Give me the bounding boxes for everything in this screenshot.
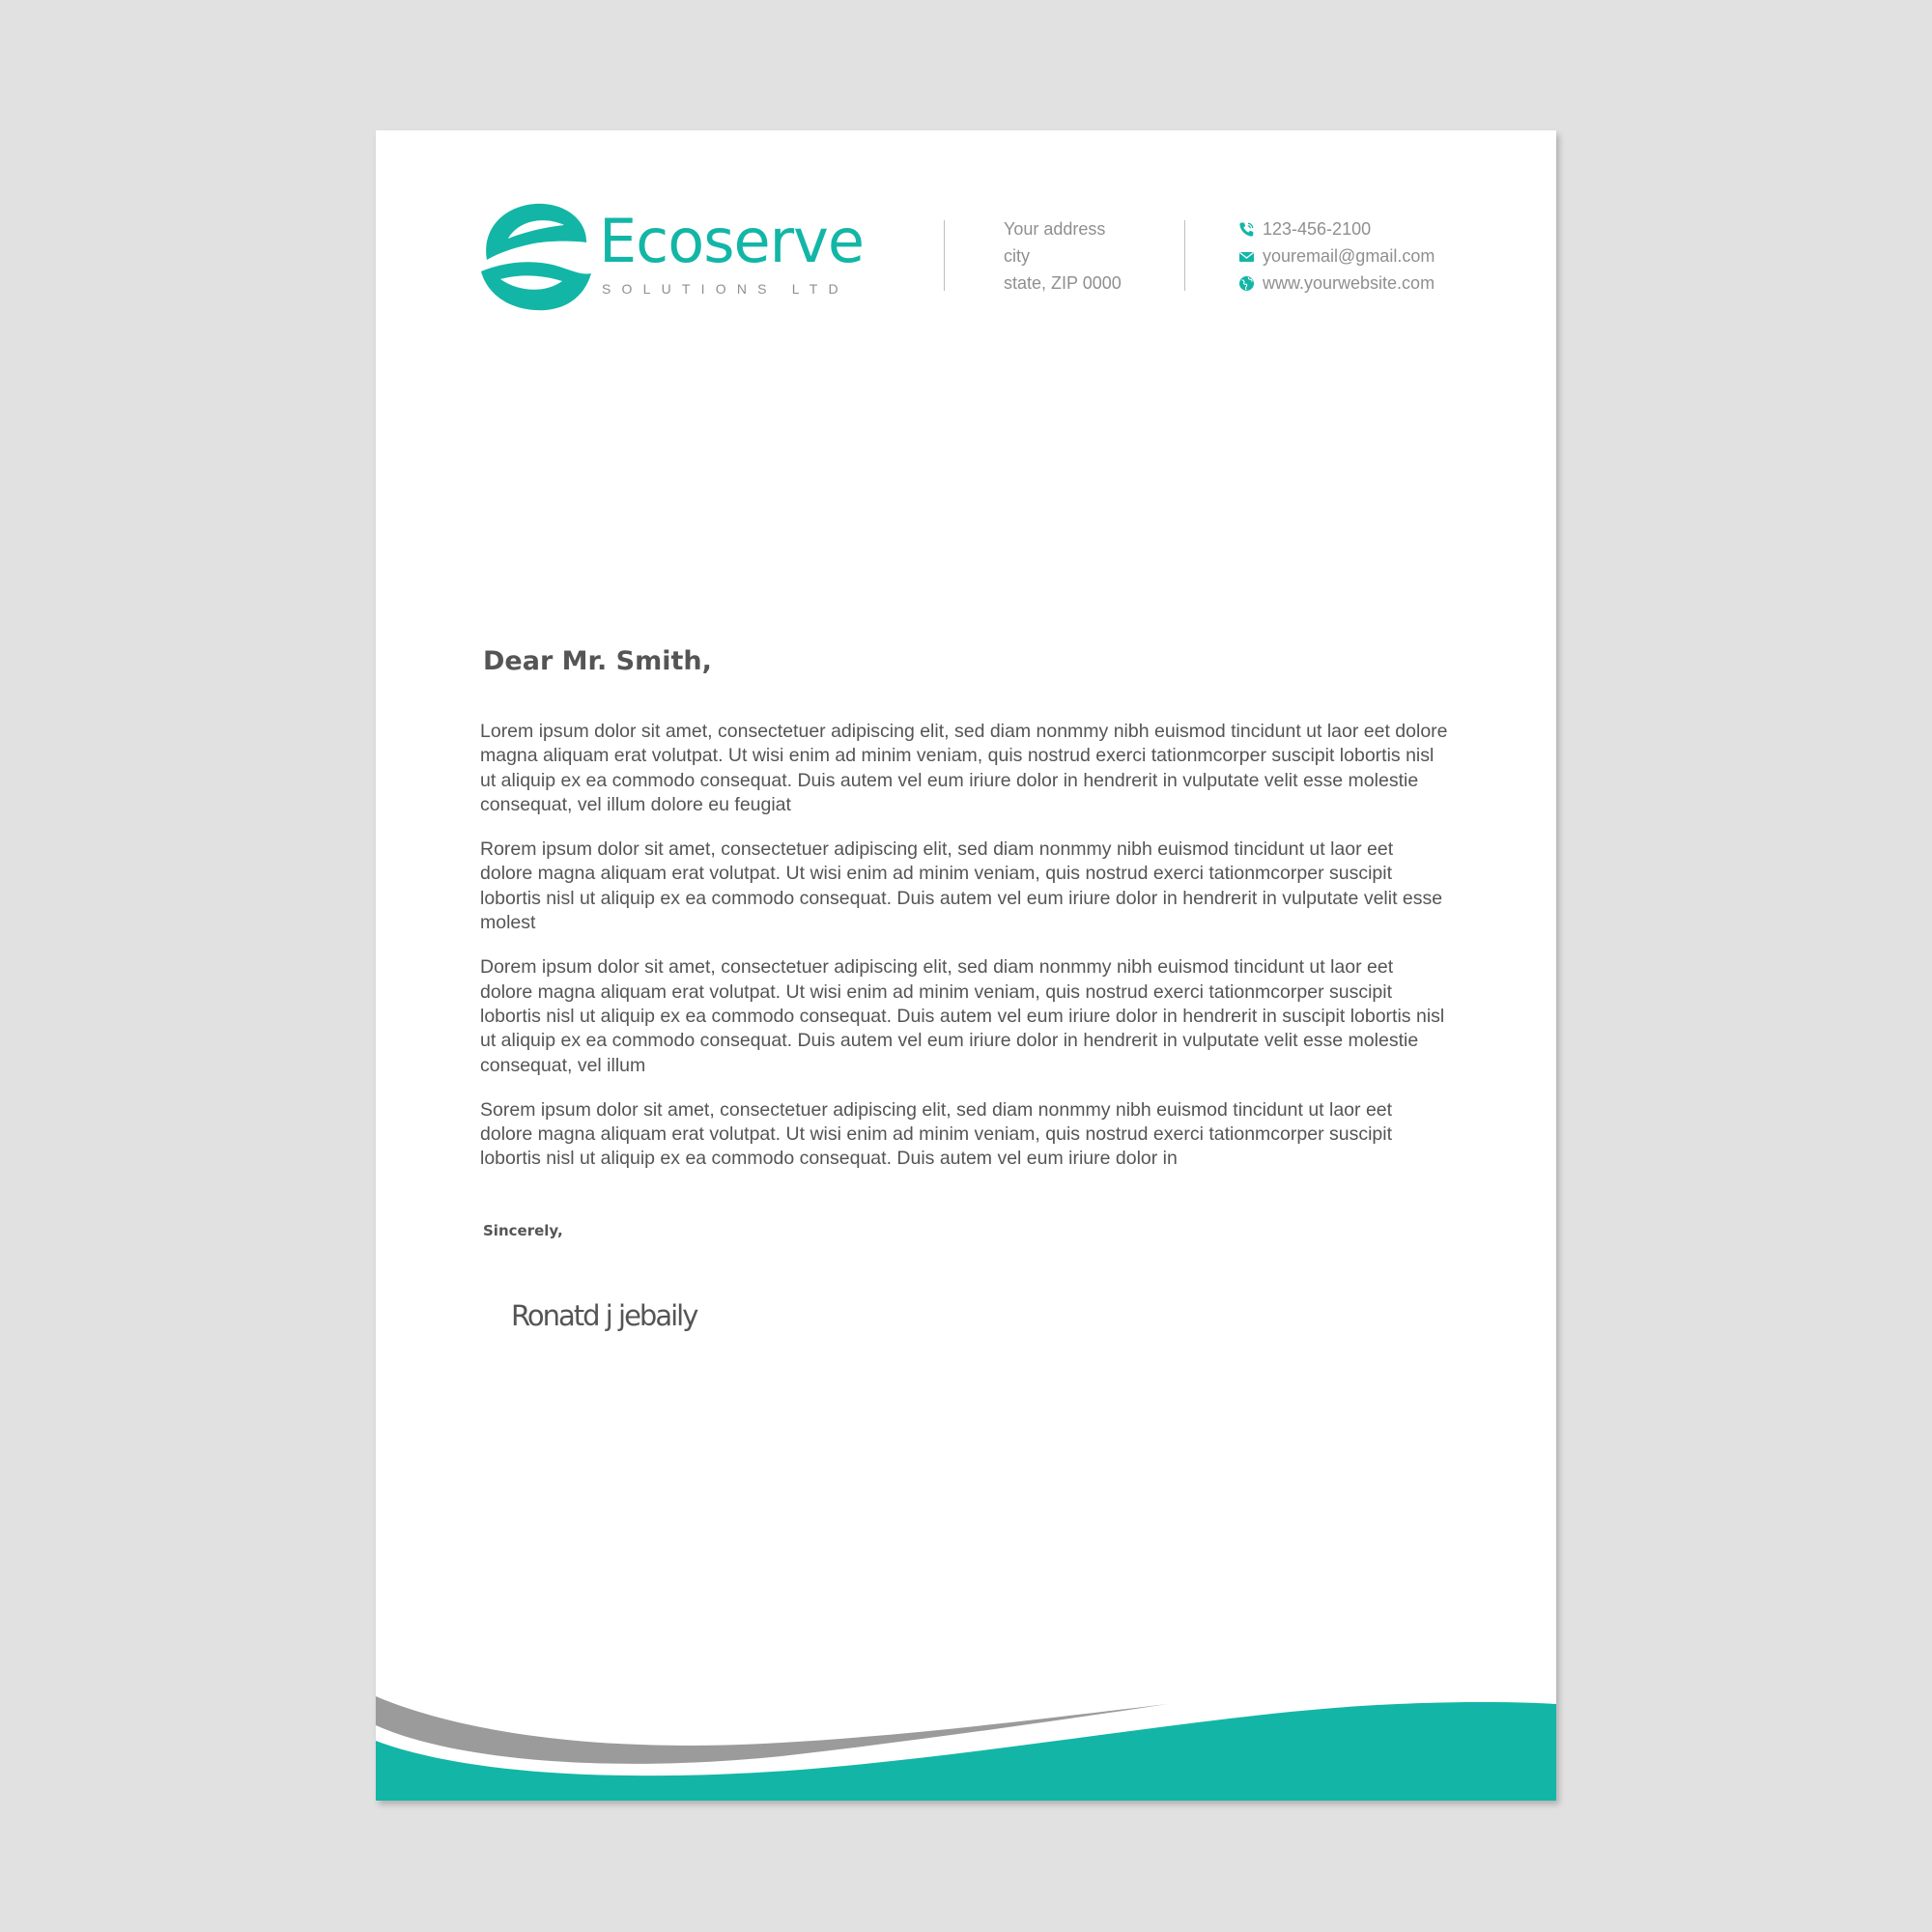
- globe-icon: [1238, 275, 1255, 292]
- company-subtitle: SOLUTIONS LTD: [602, 281, 849, 297]
- email-row: [1238, 242, 1435, 270]
- company-name: Ecoserve: [599, 206, 864, 276]
- body-paragraph: Lorem ipsum dolor sit amet, consectetuer adipiscing elit, sed diam nonmmy nibh euismod tincidunt ut laor eet dolore magna aliquam erat volutpat. Ut wisi enim ad minim veniam, quis nostrud exerci tationmcorper suscipit lobortis nisl ut aliquip ex ea commodo consequat. Duis autem vel eum iriure dolor in hendrerit in vulputate velit esse molestie consequat, vel illum dolore eu feugiat: [480, 721, 1448, 815]
- signature: Ronatd j jebaily: [511, 1299, 697, 1332]
- header-divider: [944, 220, 945, 291]
- footer-wave-decoration: [376, 1694, 1556, 1801]
- letter-closing: Sincerely,: [483, 1222, 563, 1239]
- letter-body: [480, 720, 1449, 1192]
- body-paragraph: Sorem ipsum dolor sit amet, consectetuer adipiscing elit, sed diam nonmmy nibh euismod tincidunt ut laor eet dolore magna aliquam erat volutpat. Ut wisi enim ad minim veniam, quis nostrud exerci tationmcorper suscipit lobortis nisl ut aliquip ex ea commodo consequat. Duis autem vel eum iriure dolor in: [480, 1098, 1393, 1170]
- letterhead-page: [376, 130, 1556, 1801]
- address-block: [1004, 215, 1122, 297]
- envelope-icon: [1238, 248, 1255, 265]
- email-address: youremail@gmail.com: [1263, 246, 1435, 266]
- website-url: www.yourwebsite.com: [1263, 273, 1435, 293]
- address-state-zip: state, ZIP 0000: [1004, 273, 1122, 293]
- address-line: Your address: [1004, 219, 1106, 239]
- company-logo: [479, 200, 885, 316]
- phone-number: 123-456-2100: [1263, 219, 1372, 239]
- letter-salutation: Dear Mr. Smith,: [483, 646, 712, 676]
- ecoserve-e-logo-icon: [479, 200, 593, 312]
- body-paragraph: Dorem ipsum dolor sit amet, consectetuer adipiscing elit, sed diam nonmmy nibh euismod tincidunt ut laor eet dolore magna aliquam erat volutpat. Ut wisi enim ad minim veniam, quis nostrud exerci tationmcorper suscipit lobortis nisl ut aliquip ex ea commodo consequat. Duis autem vel eum iriure dolor in hendrerit in suscipit lobortis nisl ut aliquip ex ea commodo consequat. Duis autem vel eum iriure dolor in hendrerit in vulputate velit esse molestie consequat, vel illum: [480, 956, 1445, 1076]
- contact-block: [1238, 215, 1435, 297]
- body-paragraph: Rorem ipsum dolor sit amet, consectetuer adipiscing elit, sed diam nonmmy nibh euismod tincidunt ut laor eet dolore magna aliquam erat volutpat. Ut wisi enim ad minim veniam, quis nostrud exerci tationmcorper suscipit lobortis nisl ut aliquip ex ea commodo consequat. Duis autem vel eum iriure dolor in hendrerit in vulputate velit esse molest: [480, 838, 1443, 934]
- phone-row: [1238, 215, 1435, 242]
- address-city: city: [1004, 246, 1030, 266]
- header-divider: [1184, 220, 1185, 291]
- website-row: [1238, 270, 1435, 297]
- phone-icon: [1238, 221, 1255, 238]
